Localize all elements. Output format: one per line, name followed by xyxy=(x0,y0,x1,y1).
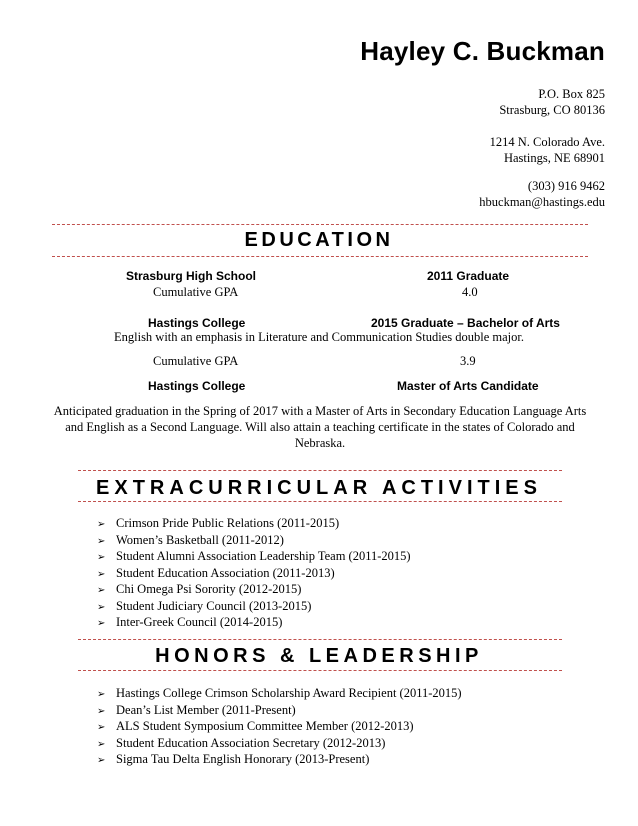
mailing-address-line1: P.O. Box 825 xyxy=(538,87,605,101)
arrow-bullet-icon: ➢ xyxy=(97,535,106,547)
arrow-bullet-icon: ➢ xyxy=(97,601,106,613)
list-item: ➢ Student Alumni Association Leadership Team (2011-2015) xyxy=(97,549,411,566)
college-status: 2015 Graduate – Bachelor of Arts xyxy=(371,316,560,330)
arrow-bullet-icon: ➢ xyxy=(97,755,106,766)
extracurricular-list xyxy=(97,516,411,632)
arrow-bullet-icon: ➢ xyxy=(97,738,106,750)
hs-status: 2011 Graduate xyxy=(427,269,510,283)
contact-info xyxy=(479,178,605,210)
college-gpa-label: Cumulative GPA xyxy=(153,354,239,368)
list-item: ➢ Student Education Association Secretary (2012-2013) xyxy=(97,736,462,753)
divider-rule xyxy=(52,256,588,257)
list-item: ➢ Sigma Tau Delta English Honorary (2013-Present) xyxy=(97,752,462,769)
hs-gpa-value: 4.0 xyxy=(462,285,478,299)
mailing-address-line2: Strasburg, CO 80136 xyxy=(499,103,605,117)
masters-status: Master of Arts Candidate xyxy=(397,379,539,393)
college-emphasis: English with an emphasis in Literature and Communication Studies double major. xyxy=(113,330,524,344)
arrow-bullet-icon: ➢ xyxy=(97,689,106,700)
arrow-bullet-icon: ➢ xyxy=(97,618,106,629)
divider-rule xyxy=(78,670,562,671)
college-name: Hastings College xyxy=(148,316,246,330)
school-address-line1: 1214 N. Colorado Ave. xyxy=(489,135,605,149)
arrow-bullet-icon: ➢ xyxy=(97,552,106,563)
phone-number: (303) 916 9462 xyxy=(527,179,605,193)
school-address-line2: Hastings, NE 68901 xyxy=(503,151,605,165)
honors-list xyxy=(97,686,462,769)
list-item: ➢ Hastings College Crimson Scholarship Award Recipient (2011-2015) xyxy=(97,686,462,703)
arrow-bullet-icon: ➢ xyxy=(97,519,106,530)
section-title-honors: HONORS & LEADERSHIP xyxy=(155,645,483,667)
arrow-bullet-icon: ➢ xyxy=(97,722,106,733)
masters-name: Hastings College xyxy=(148,379,246,393)
hs-name: Strasburg High School xyxy=(126,269,257,283)
divider-rule xyxy=(52,224,588,225)
arrow-bullet-icon: ➢ xyxy=(97,585,106,596)
list-item: ➢ ALS Student Symposium Committee Member (2012-2013) xyxy=(97,719,462,736)
list-item: ➢ Inter-Greek Council (2014-2015) xyxy=(97,615,411,632)
hs-gpa-label: Cumulative GPA xyxy=(153,285,239,299)
divider-rule xyxy=(78,639,562,640)
college-gpa-value: 3.9 xyxy=(460,354,476,368)
list-item: ➢ Crimson Pride Public Relations (2011-2015) xyxy=(97,516,411,533)
list-item: ➢ Student Judiciary Council (2013-2015) xyxy=(97,599,411,616)
mailing-address xyxy=(499,86,605,118)
email-address: hbuckman@hastings.edu xyxy=(479,195,605,209)
section-title-education: EDUCATION xyxy=(244,229,394,251)
arrow-bullet-icon: ➢ xyxy=(97,705,106,717)
list-item: ➢ Chi Omega Psi Sorority (2012-2015) xyxy=(97,582,411,599)
masters-description: Anticipated graduation in the Spring of 2017 with a Master of Arts in Secondary Education Language Arts and English as a Second Language. Will also attain a teaching certificate in the states of Colorado and Nebraska. xyxy=(53,404,587,450)
arrow-bullet-icon: ➢ xyxy=(97,568,106,580)
list-item: ➢ Student Education Association (2011-2013) xyxy=(97,566,411,583)
list-item: ➢ Women’s Basketball (2011-2012) xyxy=(97,533,411,550)
divider-rule xyxy=(78,501,562,502)
school-address xyxy=(490,134,605,166)
divider-rule xyxy=(78,470,562,471)
list-item: ➢ Dean’s List Member (2011-Present) xyxy=(97,703,462,720)
resume-name: Hayley C. Buckman xyxy=(360,36,605,66)
section-title-extracurricular: EXTRACURRICULAR ACTIVITIES xyxy=(96,477,542,499)
